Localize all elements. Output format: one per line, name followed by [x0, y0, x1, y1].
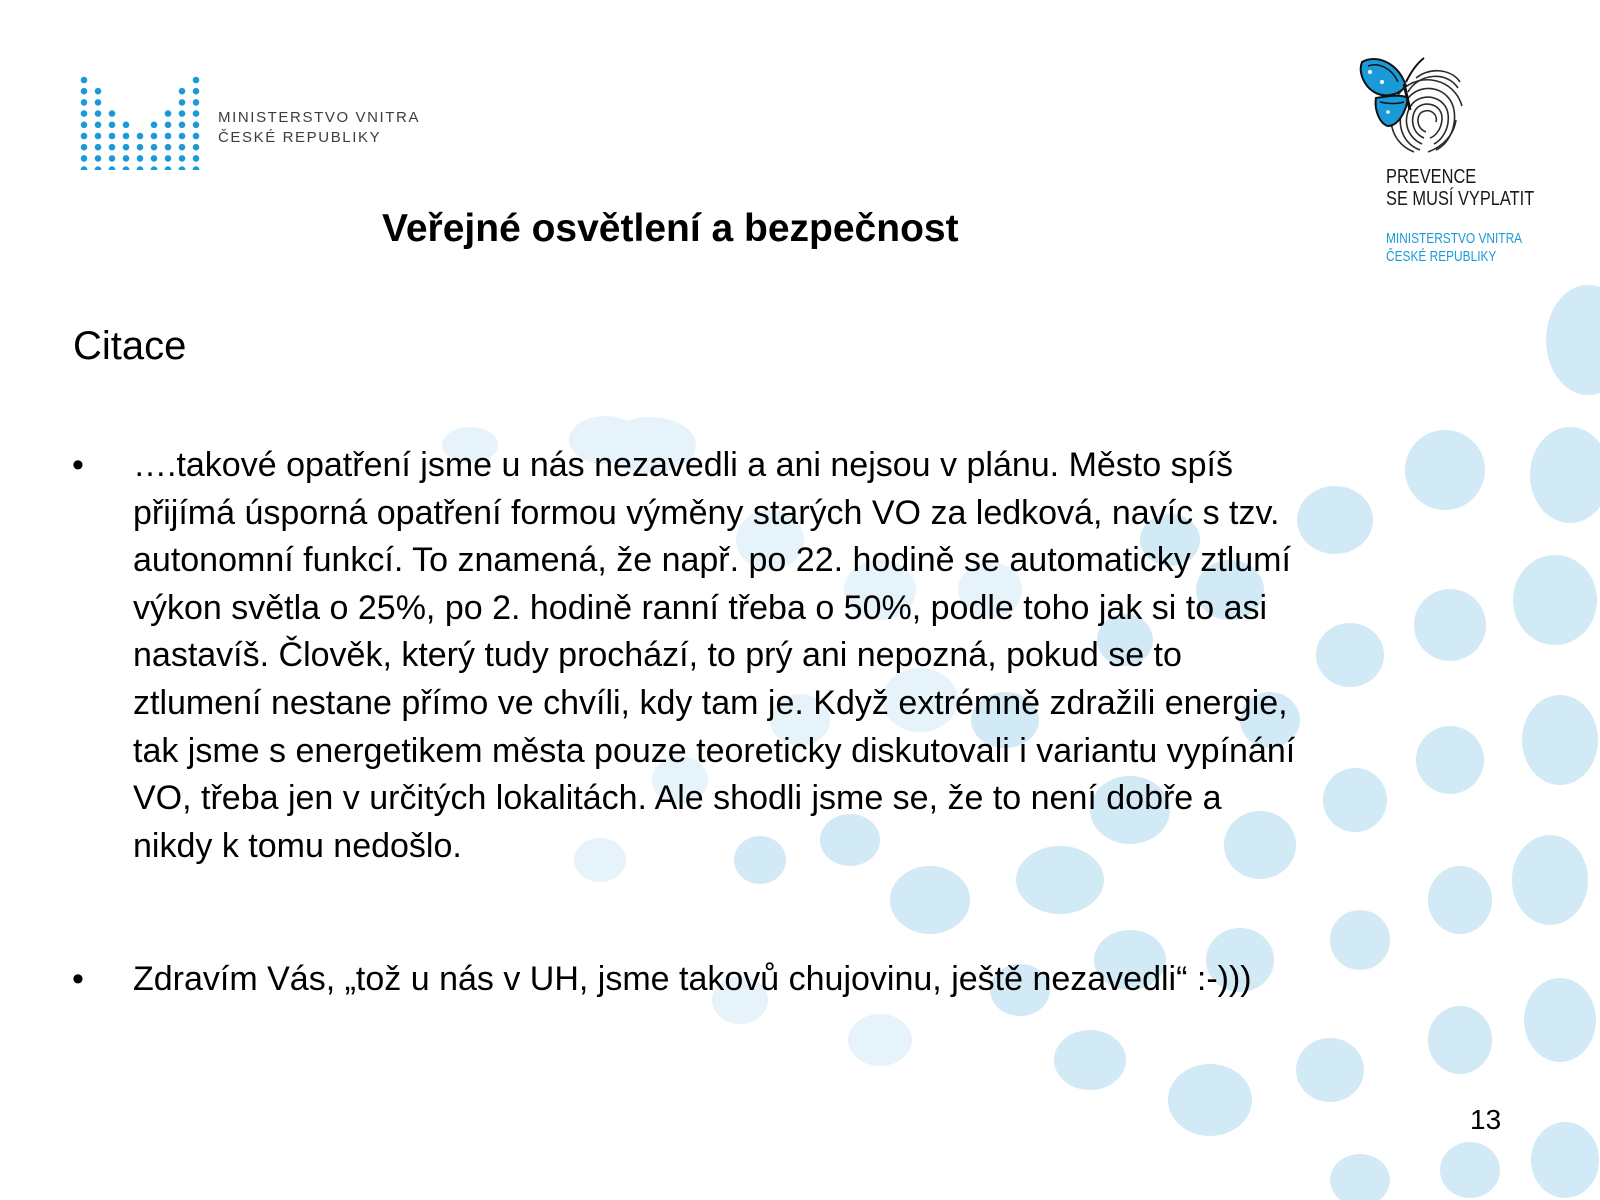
- ministry-logo-icon: [78, 74, 202, 170]
- bullet-line: výkon světla o 25%, po 2. hodině ranní třeba o 50%, podle toho jak si to asi: [133, 588, 1268, 627]
- prevence-ministry-line-1: MINISTERSTVO VNITRA: [1386, 231, 1523, 247]
- butterfly-fingerprint-icon: [1358, 52, 1468, 154]
- bullet-line: autonomní funkcí. To znamená, že např. po 22. hodině se automaticky ztlumí: [133, 541, 1291, 580]
- bullet-item-quote-2: [72, 956, 1512, 1004]
- bullet-marker: •: [72, 960, 84, 999]
- bullet-line: přijímá úsporná opatření formou výměny starých VO za ledková, navíc s tzv.: [133, 493, 1280, 532]
- ministry-name-line-2: ČESKÉ REPUBLIKY: [218, 129, 382, 146]
- page-title: Veřejné osvětlení a bezpečnost: [382, 207, 959, 250]
- bullet-line: VO, třeba jen v určitých lokalitách. Ale shodli jsme se, že to není dobře a: [133, 779, 1222, 818]
- ministry-name-line-1: MINISTERSTVO VNITRA: [218, 109, 421, 126]
- bullet-line: nastavíš. Člověk, který tudy prochází, to prý ani nepozná, pokud se to: [133, 636, 1182, 675]
- bullet-item-quote-1: [72, 442, 1512, 870]
- bullet-line: ztlumení nestane přímo ve chvíli, kdy tam je. Když extrémně zdražili energie,: [133, 683, 1288, 722]
- bullet-line: nikdy k tomu nedošlo.: [133, 826, 462, 865]
- page-number: 13: [1470, 1104, 1502, 1135]
- bullet-marker: •: [72, 446, 84, 484]
- bullet-line: tak jsme s energetikem města pouze teoreticky diskutovali i variantu vypínání: [133, 731, 1296, 770]
- bullet-list: [72, 442, 1512, 1004]
- prevence-slogan-line-1: PREVENCE: [1386, 166, 1477, 188]
- prevence-ministry-line-2: ČESKÉ REPUBLIKY: [1386, 249, 1497, 265]
- bullet-line: ….takové opatření jsme u nás nezavedli a ani nejsou v plánu. Město spíš: [133, 446, 1233, 484]
- prevence-slogan-line-2: SE MUSÍ VYPLATIT: [1386, 188, 1535, 210]
- bullet-line: Zdravím Vás, „tož u nás v UH, jsme takovů chujovinu, ještě nezavedli“ :-))): [133, 960, 1252, 999]
- section-title: Citace: [73, 324, 187, 368]
